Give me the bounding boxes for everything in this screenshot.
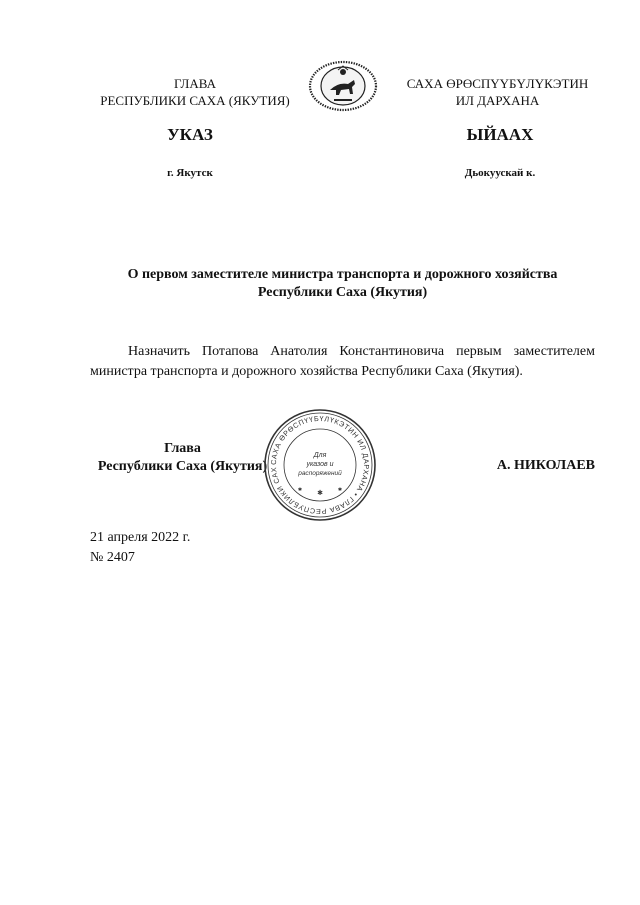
header-left-line1: ГЛАВА — [174, 76, 216, 91]
header-left-line2: РЕСПУБЛИКИ САХА (ЯКУТИЯ) — [100, 93, 290, 108]
seal-center-line1: Для — [313, 452, 327, 459]
decree-date: 21 апреля 2022 г. — [90, 530, 191, 545]
decree-title — [90, 266, 595, 302]
signatory-name: А. НИКОЛАЕВ — [496, 458, 595, 473]
signatory-title-line1: Глава — [164, 441, 201, 456]
seal-center-line3: распоряжений — [298, 470, 342, 477]
city-sakha: Дьокуускай к. — [464, 167, 536, 179]
svg-text:✱: ✱ — [337, 487, 343, 493]
decree-date-number — [90, 528, 290, 568]
decree-title-line2: Республики Саха (Якутия) — [257, 285, 428, 300]
official-seal-stamp — [262, 407, 378, 523]
city-russian: г. Якутск — [167, 167, 213, 179]
header-left — [60, 75, 330, 109]
signatory-title-line2: Республики Саха (Якутия) — [97, 459, 268, 474]
coat-of-arms-emblem — [308, 60, 378, 112]
decree-body: Назначить Потапова Анатолия Константиновича первым заместителем министра транспорта и дорожного хозяйства Республики Саха (Якутия). — [90, 344, 595, 379]
svg-text:✱: ✱ — [297, 487, 303, 493]
header-right — [390, 75, 605, 109]
doc-type-russian: УКАЗ — [167, 125, 213, 144]
seal-ring-text: САХА ӨРӨСПҮҮБҮЛҮКЭТИН ИЛ ДАРХАНА • ГЛАВА РЕСПУБЛИКИ САХ — [268, 413, 372, 517]
svg-text:✱: ✱ — [317, 489, 323, 497]
header-right-line1: САХА ӨРӨСПҮҮБҮЛҮКЭТИН — [406, 76, 589, 91]
seal-center-line2: указов и — [306, 461, 334, 468]
decree-number: № 2407 — [90, 550, 135, 565]
header-right-line2: ИЛ ДАРХАНА — [455, 93, 540, 108]
signatory-title — [90, 440, 275, 476]
decree-title-line1: О первом заместителе министра транспорта и дорожного хозяйства — [127, 267, 558, 282]
doc-type-sakha: ЫЙААХ — [466, 125, 534, 144]
